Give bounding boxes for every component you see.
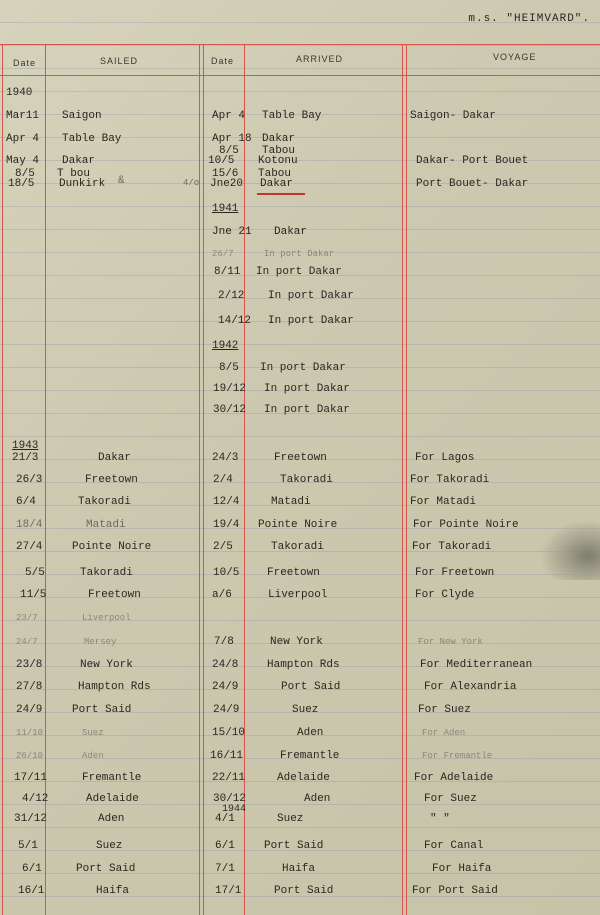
arrived-date: 15/6 [212,168,239,180]
sailed-port: Mersey [84,637,117,647]
sailed-port: Matadi [86,519,126,531]
sailed-port: T bou [57,168,91,180]
arrived-date: 7/1 [215,863,235,875]
arrived-port: In port Dakar [268,315,354,327]
voyage: For Canal [424,840,484,852]
arrived-date: 24/8 [212,659,239,671]
arrived-date: 15/10 [212,727,246,739]
arrived-date: 6/1 [215,840,235,852]
arrived-port: New York [270,636,323,648]
arrived-port: Dakar [260,178,294,190]
header-bottom-rule [0,75,600,76]
arrived-port: Liverpool [268,589,328,601]
arrived-port: Dakar [262,133,296,145]
voyage: For New York [418,637,483,647]
arrived-date: 17/1 [215,885,242,897]
sailed-port: Table Bay [62,133,122,145]
arrived-port: Freetown [274,452,327,464]
arrived-port: Haifa [282,863,316,875]
sailed-date: 26/10 [16,751,44,761]
sailed-port: Saigon [62,110,102,122]
arrived-date: Apr 4 [212,110,246,122]
arrived-port: Takoradi [280,474,333,486]
sailed-date: 18/4 [16,519,43,531]
arrived-port: Port Said [274,885,334,897]
rule-arrived-a [402,44,403,915]
sailed-port: Fremantle [82,772,142,784]
arrived-date: Apr 18 [212,133,252,145]
arrived-port: Matadi [271,496,311,508]
arrived-date: 2/12 [218,290,245,302]
arrived-date: 30/12 [213,793,247,805]
arrived-port: Table Bay [262,110,322,122]
sailed-port: Liverpool [82,613,131,623]
arrived-date: 7/8 [214,636,234,648]
margin-mark-a: & [118,175,125,187]
rule-sailed-b [203,44,204,915]
arrived-date: 24/9 [213,704,240,716]
rule-sailed-a [199,44,200,915]
sailed-date: 31/12 [14,813,48,825]
sailed-date: 16/1 [18,885,45,897]
ship-name: m.s. "HEIMVARD". [468,13,590,25]
arrived-date: 30/12 [213,404,247,416]
sailed-date: 5/1 [18,840,38,852]
arrived-port: Tabou [258,168,292,180]
sailed-port: Aden [98,813,125,825]
sailed-date: May 4 [6,155,40,167]
sailed-date: 23/7 [16,613,38,623]
arrived-date: Jne 21 [212,226,252,238]
arrived-date: Jne20 [210,178,244,190]
voyage: For Clyde [415,589,475,601]
sailed-date: 11/5 [20,589,47,601]
sailed-port: Port Said [72,704,132,716]
paper-stain [540,520,600,580]
sailed-date: 21/3 [12,452,39,464]
sailed-date: Apr 4 [6,133,40,145]
sailed-port: Suez [96,840,123,852]
sailed-date: 24/9 [16,704,43,716]
sailed-date: 6/4 [16,496,36,508]
voyage: For Suez [418,704,471,716]
arrived-port: In port Dakar [264,383,350,395]
sailed-port: Takoradi [78,496,131,508]
arrived-date: 2/5 [213,541,233,553]
arrived-date: 19/12 [213,383,247,395]
header-date-arrived: Date [211,56,235,66]
sailed-date: 27/4 [16,541,43,553]
header-date-sailed: Date [13,58,37,68]
sailed-date: 8/5 [15,168,35,180]
rule-arrived-b [406,44,407,915]
sailed-date: 4/12 [22,793,49,805]
arrived-date: 8/5 [219,145,239,157]
voyage: Saigon- Dakar [410,110,496,122]
arrived-port: Aden [304,793,331,805]
arrived-port: In port Dakar [264,404,350,416]
arrived-port: Fremantle [280,750,340,762]
sailed-date: 18/5 [8,178,35,190]
voyage: For Adelaide [414,772,494,784]
voyage: For Port Said [412,885,498,897]
voyage: For Freetown [415,567,495,579]
arrived-date: 4/1 [215,813,235,825]
arrived-port: Suez [292,704,319,716]
sailed-date: 24/7 [16,637,38,647]
arrived-date: 8/11 [214,266,241,278]
sailed-port: Takoradi [80,567,133,579]
arrived-date: 8/5 [219,362,239,374]
sailed-port: Port Said [76,863,136,875]
arrived-port: Tabou [262,145,296,157]
sailed-date: 5/5 [25,567,45,579]
voyage: For Suez [424,793,477,805]
arrived-port: Hampton Rds [267,659,340,671]
sailed-date: 27/8 [16,681,43,693]
voyage: For Lagos [415,452,475,464]
arrived-port: Pointe Noire [258,519,338,531]
arrived-date: 16/11 [210,750,244,762]
voyage: For Alexandria [424,681,517,693]
arrived-port: In port Dakar [268,290,354,302]
sailed-port: Freetown [85,474,138,486]
sailed-port: Aden [82,751,104,761]
year-1942: 1942 [212,340,239,352]
year-1944: 1944 [222,804,247,815]
rule-left [2,44,3,915]
voyage: For Pointe Noire [413,519,519,531]
arrived-date: 26/7 [212,249,234,259]
sailed-port: New York [80,659,133,671]
header-top-rule [0,44,600,45]
arrived-port: Adelaide [277,772,330,784]
arrived-port: Kotonu [258,155,298,167]
sailed-date: 26/3 [16,474,43,486]
arrived-date: 2/4 [213,474,233,486]
sailed-port: Dunkirk [59,178,106,190]
arrived-port: Suez [277,813,304,825]
sailed-port: Hampton Rds [78,681,151,693]
header-arrived: ARRIVED [296,54,344,64]
voyage: " " [430,813,450,825]
sailed-port: Haifa [96,885,130,897]
arrived-port: In port Dakar [260,362,346,374]
year-1940: 1940 [6,87,33,99]
header-sailed: SAILED [100,56,139,66]
arrived-date: 24/3 [212,452,239,464]
arrived-date: a/6 [212,589,232,601]
arrived-port: Freetown [267,567,320,579]
arrived-date: 14/12 [218,315,252,327]
voyage: For Aden [422,728,466,738]
sailed-port: Suez [82,728,104,738]
sailed-port: Adelaide [86,793,139,805]
arrived-port: Dakar [274,226,308,238]
arrived-date: 10/5 [213,567,240,579]
arrived-port: Port Said [281,681,341,693]
sailed-date: 11/10 [16,728,44,738]
voyage: For Matadi [410,496,477,508]
header-voyage: VOYAGE [493,52,537,62]
arrived-date: 10/5 [208,155,235,167]
year-1943: 1943 [12,440,39,452]
sailed-port: Pointe Noire [72,541,152,553]
arrived-port: Takoradi [271,541,324,553]
arrived-port: In port Dakar [264,249,335,259]
sailed-port: Freetown [88,589,141,601]
arrived-port: In port Dakar [256,266,342,278]
sailed-date: 17/11 [14,772,48,784]
voyage: Port Bouet- Dakar [416,178,529,190]
arrived-date: 22/11 [212,772,246,784]
arrived-date: 12/4 [213,496,240,508]
arrived-port: Aden [297,727,324,739]
sailed-date: 6/1 [22,863,42,875]
voyage: For Takoradi [412,541,492,553]
sailed-port: Dakar [62,155,96,167]
sailed-port: Dakar [98,452,132,464]
year-1941: 1941 [212,203,239,215]
arrived-date: 19/4 [213,519,240,531]
red-underline [257,193,305,195]
arrived-port: Port Said [264,840,324,852]
voyage: For Takoradi [410,474,490,486]
voyage: For Haifa [432,863,492,875]
sailed-date: Mar11 [6,110,40,122]
voyage: Dakar- Port Bouet [416,155,529,167]
voyage: For Mediterranean [420,659,533,671]
sailed-date: 23/8 [16,659,43,671]
voyage: For Fremantle [422,751,493,761]
margin-mark-b: 4/o [183,178,200,188]
arrived-date: 24/9 [212,681,239,693]
